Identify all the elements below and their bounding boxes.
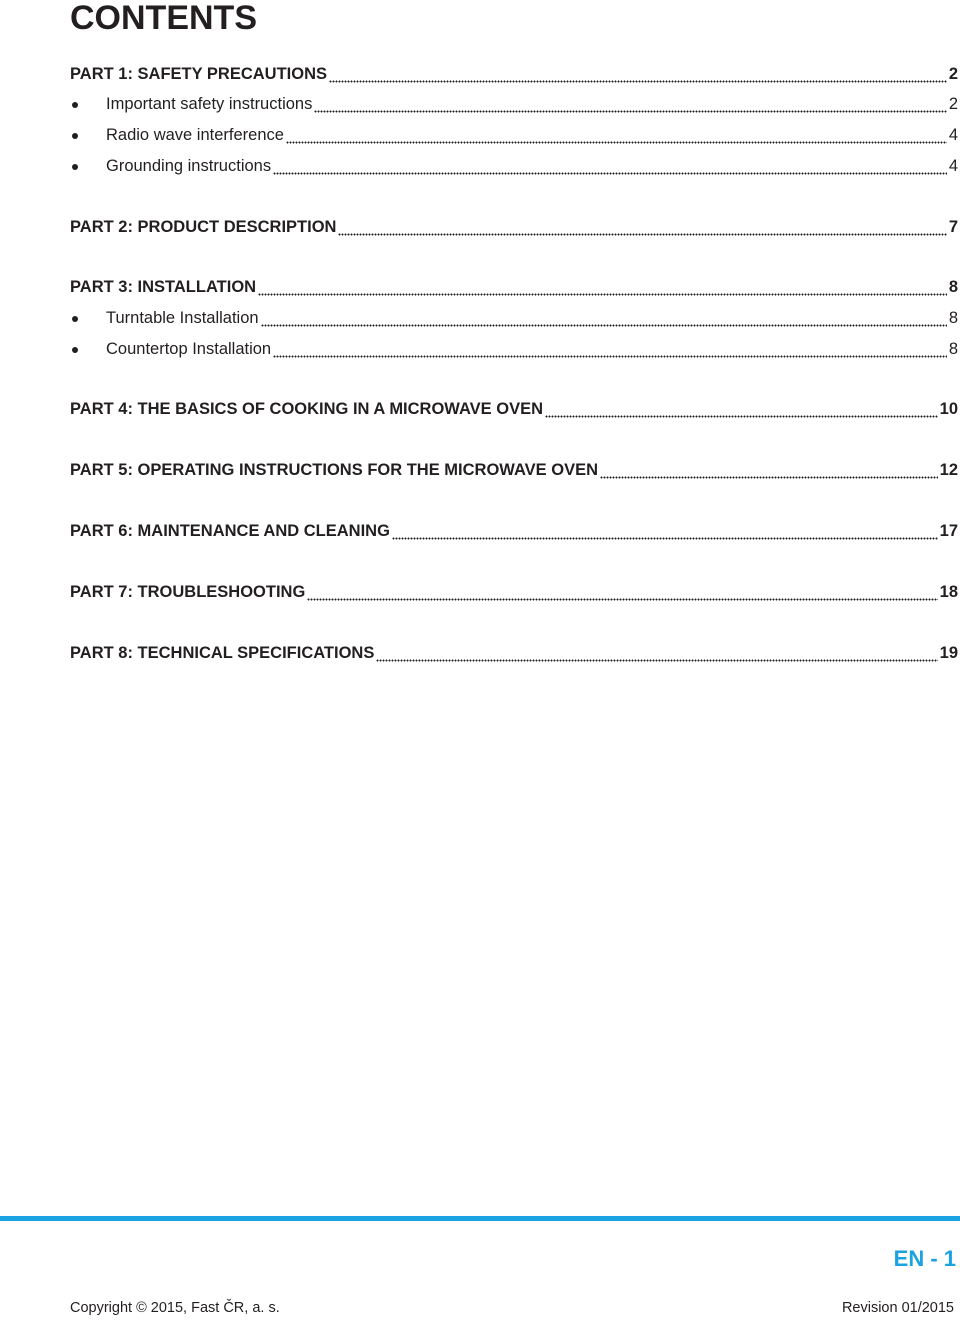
toc-entry-part-8[interactable] xyxy=(70,644,958,666)
dot-leader xyxy=(258,282,947,296)
toc-entry-label: Turntable Installation xyxy=(106,309,259,327)
dot-leader xyxy=(545,404,938,418)
dot-leader xyxy=(273,161,947,175)
toc-entry-label: Grounding instructions xyxy=(106,157,272,175)
toc-entry-page: 2 xyxy=(948,65,958,83)
toc-entry-page: 18 xyxy=(939,583,958,601)
toc-entry-countertop[interactable] xyxy=(70,340,958,362)
toc-entry-label: PART 6: MAINTENANCE AND CLEANING xyxy=(70,522,390,540)
toc-entry-label: PART 1: SAFETY PRECAUTIONS xyxy=(70,65,327,83)
copyright-text: Copyright © 2015, Fast ČR, a. s. xyxy=(70,1300,280,1316)
toc-entry-label: PART 7: TROUBLESHOOTING xyxy=(70,583,306,601)
toc-entry-page: 4 xyxy=(948,157,958,175)
toc-entry-page: 19 xyxy=(939,644,958,662)
dot-leader xyxy=(329,69,947,83)
toc-entry-page: 17 xyxy=(939,522,958,540)
toc-entry-turntable[interactable] xyxy=(70,309,958,331)
toc-entry-label: Important safety instructions xyxy=(106,95,313,113)
toc-entry-label: PART 2: PRODUCT DESCRIPTION xyxy=(70,218,337,236)
dot-leader xyxy=(307,587,937,601)
toc-entry-part-4[interactable] xyxy=(70,400,958,422)
dot-leader xyxy=(600,465,938,479)
dot-leader xyxy=(376,648,937,662)
toc-entry-label: PART 8: TECHNICAL SPECIFICATIONS xyxy=(70,644,375,662)
toc-entry-grounding[interactable] xyxy=(70,157,958,179)
toc-entry-page: 4 xyxy=(948,126,958,144)
toc-entry-label: Radio wave interference xyxy=(106,126,284,144)
dot-leader xyxy=(273,344,947,358)
toc-entry-label: PART 4: THE BASICS OF COOKING IN A MICROWAVE OVEN xyxy=(70,400,544,418)
revision-text: Revision 01/2015 xyxy=(841,1300,954,1316)
toc-entry-page: 8 xyxy=(948,278,958,296)
toc-entry-label: PART 3: INSTALLATION xyxy=(70,278,257,296)
dot-leader xyxy=(314,99,946,113)
toc-entry-important-safety[interactable] xyxy=(70,95,958,117)
toc-entry-label: Countertop Installation xyxy=(106,340,272,358)
footer-divider xyxy=(0,1216,960,1221)
dot-leader xyxy=(261,313,947,327)
toc-entry-part-7[interactable] xyxy=(70,583,958,605)
toc-entry-part-1[interactable] xyxy=(70,65,958,87)
toc-entry-part-2[interactable] xyxy=(70,218,958,240)
toc-entry-label: PART 5: OPERATING INSTRUCTIONS FOR THE MICROWAVE OVEN xyxy=(70,461,599,479)
dot-leader xyxy=(286,130,947,144)
toc-entry-page: 7 xyxy=(948,218,958,236)
dot-leader xyxy=(392,526,938,540)
toc-entry-page: 8 xyxy=(948,309,958,327)
toc-entry-page: 2 xyxy=(948,95,958,113)
toc-entry-page: 10 xyxy=(939,400,958,418)
page-number-label: EN - 1 xyxy=(893,1246,956,1271)
toc-entry-part-5[interactable] xyxy=(70,461,958,483)
toc-entry-part-6[interactable] xyxy=(70,522,958,544)
dot-leader xyxy=(338,222,946,236)
toc-entry-page: 8 xyxy=(948,340,958,358)
page-title: CONTENTS xyxy=(70,0,257,37)
toc-entry-page: 12 xyxy=(939,461,958,479)
toc-entry-radio-wave[interactable] xyxy=(70,126,958,148)
toc-entry-part-3[interactable] xyxy=(70,278,958,300)
